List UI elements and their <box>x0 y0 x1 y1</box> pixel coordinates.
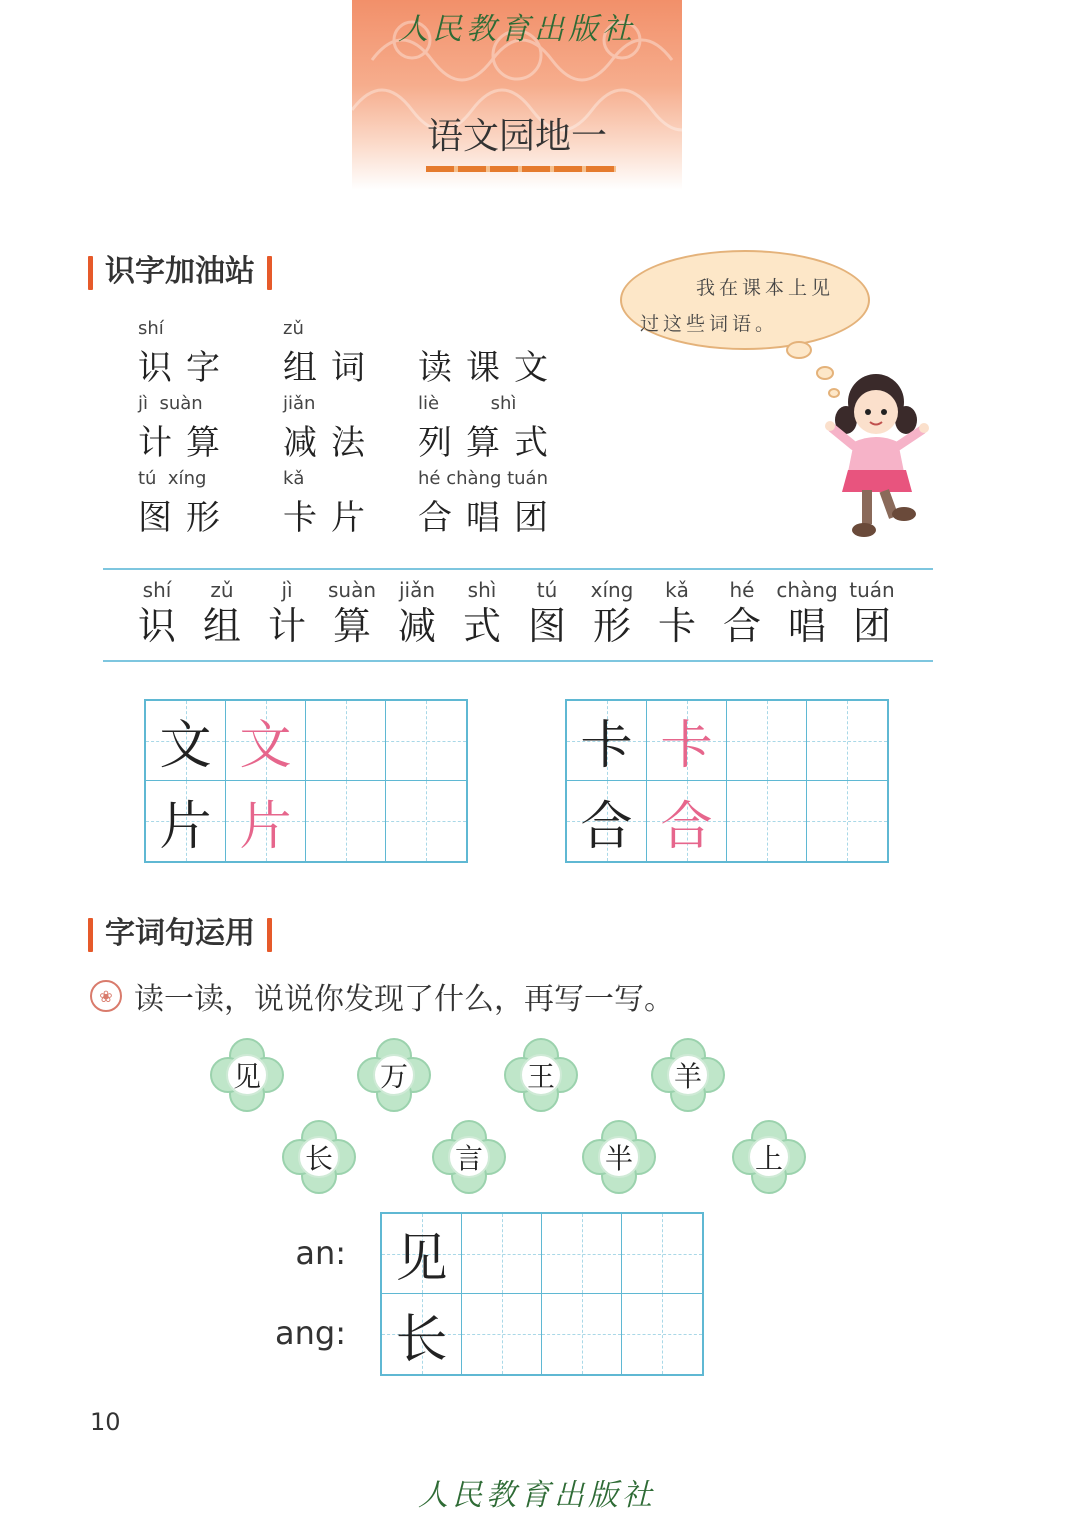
strip-pinyin: suàn <box>327 578 377 602</box>
strip-pinyin: tú <box>536 578 558 602</box>
strip-pinyin: chàng <box>776 578 838 602</box>
word-item <box>418 318 562 389</box>
title-underline <box>426 166 616 172</box>
heading-bar-right <box>267 256 272 290</box>
flower-character <box>357 1038 427 1108</box>
strip-char: 式 <box>462 604 501 648</box>
grid-cell <box>226 701 306 781</box>
girl-illustration <box>818 362 936 544</box>
trace-character: 合 <box>660 796 713 857</box>
page-title: 语文园地一 <box>426 116 607 157</box>
word-item <box>138 468 234 539</box>
flower-character <box>210 1038 280 1108</box>
word-item <box>283 318 379 389</box>
strip-char: 减 <box>397 604 436 648</box>
grid-cell-empty[interactable] <box>542 1294 622 1374</box>
example-character: 见 <box>395 1229 448 1289</box>
grid-cell-empty[interactable] <box>462 1214 542 1294</box>
word-text: 列算式 <box>418 423 562 463</box>
flower-char: 王 <box>520 1054 562 1096</box>
strip-char: 形 <box>592 604 631 648</box>
writing-grid-left <box>144 699 468 863</box>
bubble-line: 过这些词语。 <box>640 313 779 335</box>
strip-character <box>254 578 320 648</box>
exercise-instruction: 读一读，说说你发现了什么，再写一写。 <box>134 982 674 1017</box>
flower-character <box>282 1120 352 1190</box>
strip-character <box>319 578 385 648</box>
section-heading-literacy <box>88 252 272 292</box>
flower-char: 万 <box>373 1054 415 1096</box>
bubble-line: 我在课本上见 <box>696 277 835 299</box>
grid-cell <box>146 781 226 861</box>
trace-character: 卡 <box>660 716 713 776</box>
model-character: 合 <box>580 796 633 857</box>
word-item <box>283 468 379 539</box>
strip-pinyin: tuán <box>849 578 895 602</box>
strip-char: 组 <box>202 604 241 648</box>
flower-char: 上 <box>748 1136 790 1178</box>
heading-bar-right <box>267 918 272 952</box>
strip-character <box>449 578 515 648</box>
trace-character: 文 <box>239 716 292 776</box>
section-heading-text: 字词句运用 <box>105 916 255 951</box>
word-pinyin: shí <box>138 318 164 339</box>
flower-char: 长 <box>298 1136 340 1178</box>
strip-character <box>579 578 645 648</box>
strip-pinyin: xíng <box>590 578 634 602</box>
heading-bar-left <box>88 256 93 290</box>
model-character: 文 <box>159 716 212 776</box>
word-text: 减法 <box>283 423 379 463</box>
word-pinyin <box>418 318 562 340</box>
grid-cell <box>647 781 727 861</box>
grid-cell-empty[interactable] <box>462 1294 542 1374</box>
word-item <box>138 318 234 389</box>
strip-character <box>514 578 580 648</box>
grid-cell <box>146 701 226 781</box>
word-pinyin: liè shì <box>418 393 517 414</box>
strip-character <box>774 578 840 648</box>
grid-cell <box>647 701 727 781</box>
grid-cell <box>382 1294 462 1374</box>
grid-cell <box>382 1214 462 1294</box>
flower-character <box>504 1038 574 1108</box>
strip-pinyin: jì <box>281 578 293 602</box>
strip-pinyin: shí <box>142 578 172 602</box>
strip-character <box>384 578 450 648</box>
word-pinyin: hé chàng tuán <box>418 468 548 489</box>
word-pinyin: tú xíng <box>138 468 207 489</box>
trace-character: 片 <box>239 796 292 857</box>
word-item <box>283 393 379 464</box>
word-item <box>418 393 562 464</box>
grid-cell <box>567 701 647 781</box>
word-pinyin: jiǎn <box>283 393 316 414</box>
strip-character <box>644 578 710 648</box>
grid-cell-empty[interactable] <box>386 781 466 861</box>
strip-character <box>124 578 190 648</box>
word-text: 卡片 <box>283 498 379 538</box>
word-item <box>418 468 562 539</box>
flower-character <box>432 1120 502 1190</box>
flower-character <box>582 1120 652 1190</box>
publisher-logo-top: 人民教育出版社 <box>398 12 636 47</box>
word-text: 读课文 <box>418 348 562 388</box>
writing-grid-rhymes <box>380 1212 704 1376</box>
word-pinyin: jì suàn <box>138 393 203 414</box>
grid-cell-empty[interactable] <box>727 701 807 781</box>
flower-char: 半 <box>598 1136 640 1178</box>
grid-cell-empty[interactable] <box>542 1214 622 1294</box>
page-number: 10 <box>90 1408 121 1436</box>
writing-grid-right <box>565 699 889 863</box>
grid-cell-empty[interactable] <box>306 781 386 861</box>
flower-char: 言 <box>448 1136 490 1178</box>
section-heading-text: 识字加油站 <box>105 254 255 289</box>
read-aloud-icon: ❀ <box>90 980 122 1012</box>
bubble-dot <box>786 341 812 359</box>
word-text: 图形 <box>138 498 234 538</box>
flower-character <box>651 1038 721 1108</box>
strip-char: 计 <box>267 604 306 648</box>
word-text: 计算 <box>138 423 234 463</box>
strip-pinyin: kǎ <box>665 578 689 602</box>
section-heading-usage <box>88 914 272 954</box>
word-item <box>138 393 234 464</box>
strip-pinyin: shì <box>467 578 497 602</box>
strip-character <box>709 578 775 648</box>
strip-character <box>839 578 905 648</box>
strip-char: 卡 <box>657 604 696 648</box>
grid-cell-empty[interactable] <box>622 1294 702 1374</box>
strip-char: 合 <box>722 604 761 648</box>
word-pinyin: kǎ <box>283 468 305 489</box>
thought-bubble-text <box>640 270 850 342</box>
grid-cell-empty[interactable] <box>727 781 807 861</box>
grid-cell <box>567 781 647 861</box>
strip-char: 团 <box>852 604 891 648</box>
strip-char: 算 <box>332 604 371 648</box>
grid-cell-empty[interactable] <box>386 701 466 781</box>
grid-cell-empty[interactable] <box>807 701 887 781</box>
flower-character <box>732 1120 802 1190</box>
example-character: 长 <box>395 1309 448 1370</box>
row-label-an: an: <box>295 1234 346 1272</box>
strip-character <box>189 578 255 648</box>
word-text: 组词 <box>283 348 379 388</box>
strip-pinyin: zǔ <box>210 578 234 602</box>
grid-cell-empty[interactable] <box>622 1214 702 1294</box>
grid-cell <box>226 781 306 861</box>
strip-pinyin: hé <box>729 578 755 602</box>
flower-char: 羊 <box>667 1054 709 1096</box>
flower-char: 见 <box>226 1054 268 1096</box>
word-text: 识字 <box>138 348 234 388</box>
word-text: 合唱团 <box>418 498 562 538</box>
strip-pinyin: jiǎn <box>398 578 436 602</box>
heading-bar-left <box>88 918 93 952</box>
grid-cell-empty[interactable] <box>306 701 386 781</box>
publisher-logo-bottom: 人民教育出版社 <box>418 1478 656 1513</box>
strip-char: 唱 <box>787 604 826 648</box>
strip-char: 识 <box>137 604 176 648</box>
row-label-ang: ang: <box>275 1314 346 1352</box>
grid-cell-empty[interactable] <box>807 781 887 861</box>
word-pinyin: zǔ <box>283 318 304 339</box>
strip-char: 图 <box>527 604 566 648</box>
model-character: 片 <box>159 796 212 857</box>
model-character: 卡 <box>580 716 633 776</box>
